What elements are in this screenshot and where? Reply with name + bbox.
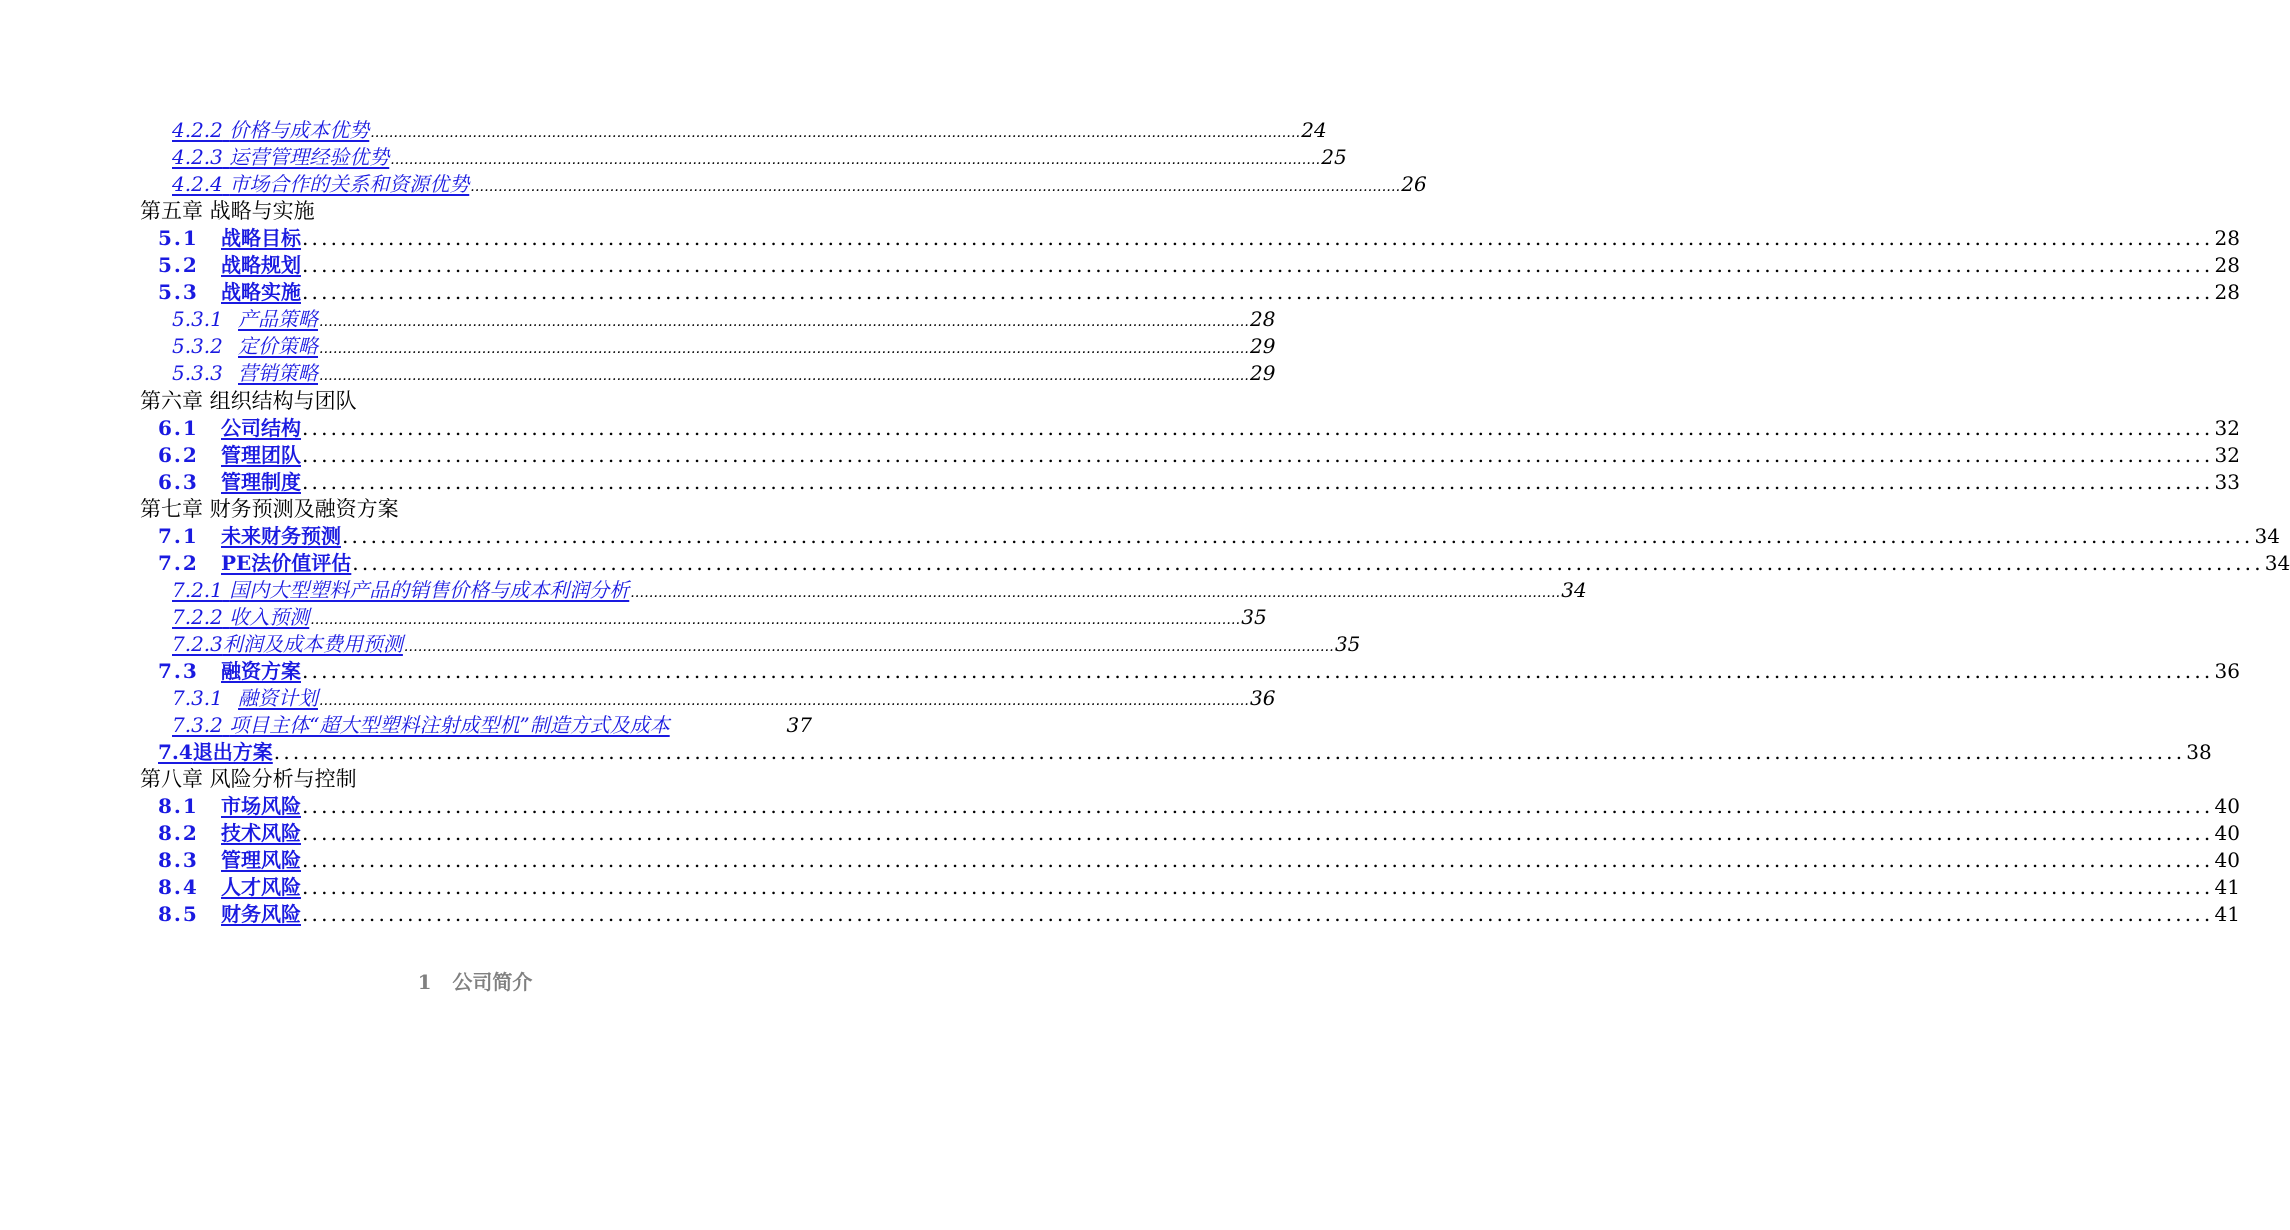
toc-entry-title: 战略规划 — [221, 253, 301, 278]
toc-dot-leader: ........................................................................................................................................................................................................ — [302, 821, 2214, 846]
toc-dot-leader: ........................................................................................................................................................................................................ — [319, 368, 1250, 385]
toc-entry-number: 5.1 — [158, 226, 199, 251]
toc-dot-leader: ........................................................................................................................................................................................................ — [302, 442, 2214, 467]
toc-entry[interactable] — [158, 790, 2240, 819]
toc-entry-number: 4.2.4 — [172, 172, 223, 197]
toc-entry-title: 战略目标 — [221, 226, 301, 251]
toc-entry[interactable] — [158, 249, 2240, 278]
toc-dot-leader: ........................................................................................................................................................................................................ — [370, 125, 1301, 141]
toc-dot-leader: ........................................................................................................................................................................................................ — [342, 523, 2254, 548]
toc-entry-title: 项目主体“超大型塑料注射成型机”制造方式及成本 — [229, 713, 670, 738]
toc-entry-number: 5.3.3 — [172, 361, 223, 386]
toc-page-number: 29 — [1250, 334, 1276, 359]
toc-entry-title: 管理团队 — [221, 442, 301, 467]
toc-entry-link[interactable] — [158, 466, 301, 495]
toc-entry-number: 7.3.1 — [172, 686, 223, 711]
toc-entry-link[interactable] — [172, 601, 309, 630]
toc-page-number: 40 — [2214, 848, 2240, 873]
toc-entry-link[interactable] — [158, 817, 301, 846]
toc-chapter-title: 第七章 财务预测及融资方案 — [140, 496, 399, 521]
toc-entry-link[interactable] — [172, 330, 318, 359]
toc-entry-link[interactable] — [158, 520, 341, 549]
toc-page-number: 40 — [2214, 821, 2240, 846]
toc-dot-leader: ........................................................................................................................................................................................................ — [302, 226, 2214, 251]
toc-entry-title: 产品策略 — [238, 307, 318, 332]
toc-entry-title: 战略实施 — [221, 280, 301, 305]
toc-entry-link[interactable] — [172, 574, 629, 603]
toc-entry[interactable] — [172, 628, 1361, 656]
toc-entry-link[interactable] — [158, 222, 301, 251]
toc-dot-leader: ........................................................................................................................................................................................................ — [302, 848, 2214, 873]
toc-entry-number: 5.3.1 — [172, 307, 223, 332]
toc-entry-link[interactable] — [158, 790, 301, 819]
toc-entry-number: 5.3 — [158, 280, 199, 305]
toc-dot-leader: ........................................................................................................................................................................................................ — [319, 314, 1250, 331]
toc-chapter-heading — [140, 195, 315, 224]
toc-dot-leader: ........................................................................................................................................................................................................ — [630, 584, 1561, 601]
toc-page-number: 25 — [1321, 145, 1347, 170]
toc-dot-leader: ........................................................................................................................................................................................................ — [302, 659, 2214, 683]
toc-dot-leader: ........................................................................................................................................................................................................ — [390, 152, 1321, 169]
toc-page-number: 35 — [1241, 604, 1267, 629]
toc-page-number: 28 — [2214, 253, 2240, 278]
toc-entry-title: 运营管理经验优势 — [229, 145, 390, 170]
toc-entry[interactable] — [158, 412, 2240, 440]
toc-chapter-title: 第八章 风险分析与控制 — [140, 767, 357, 792]
toc-dot-leader: ........................................................................................................................................................................................................ — [310, 611, 1241, 628]
toc-page-number: 28 — [2214, 280, 2240, 305]
toc-entry-title: 人才风险 — [221, 875, 301, 900]
toc-dot-leader: ........................................................................................................................................................................................................ — [403, 638, 1334, 655]
toc-entry[interactable] — [158, 844, 2240, 873]
toc-entry-number: 8.5 — [158, 902, 199, 927]
toc-entry-link[interactable] — [158, 439, 301, 468]
toc-page-number: 24 — [1301, 118, 1327, 142]
toc-page-number: 38 — [2186, 740, 2212, 765]
toc-dot-leader: ........................................................................................................................................................................................................ — [352, 550, 2264, 575]
toc-entry-title: PE法价值评估 — [221, 550, 352, 575]
toc-page-number: 29 — [1250, 361, 1276, 386]
toc-entry-title: 财务风险 — [221, 902, 301, 927]
toc-entry[interactable] — [158, 871, 2240, 900]
toc-entry-number: 7.4 — [158, 740, 193, 765]
toc-entry[interactable] — [172, 303, 1276, 332]
toc-entry[interactable] — [172, 709, 812, 738]
toc-entry[interactable] — [158, 466, 2240, 494]
toc-entry-link[interactable] — [172, 709, 670, 738]
toc-entry-number: 4.2.3 — [172, 145, 223, 170]
toc-entry-number: 7.3 — [158, 659, 199, 683]
toc-page-number: 35 — [1334, 631, 1361, 656]
toc-entry-title: 公司结构 — [221, 415, 301, 440]
toc-entry-link[interactable] — [172, 168, 469, 197]
toc-entry[interactable] — [158, 276, 2240, 305]
toc-page-number: 41 — [2214, 875, 2240, 900]
toc-entry-title: 市场风险 — [221, 794, 301, 819]
toc-dot-leader: ........................................................................................................................................................................................................ — [302, 253, 2214, 278]
toc-dot-leader: ........................................................................................................................................................................................................ — [302, 415, 2214, 440]
toc-entry-number: 8.2 — [158, 821, 199, 846]
toc-entry[interactable] — [158, 817, 2240, 846]
toc-page-number: 28 — [2214, 226, 2240, 251]
toc-page-number: 34 — [1561, 577, 1587, 602]
toc-page-number: 36 — [1250, 686, 1276, 711]
toc-entry-number: 7.1 — [158, 523, 199, 548]
toc-entry-link[interactable] — [158, 547, 351, 576]
toc-dot-leader: ........................................................................................................................................................................................................ — [302, 875, 2214, 900]
toc-page-number: 40 — [2214, 794, 2240, 819]
toc-entry-title: 收入预测 — [229, 604, 310, 629]
toc-entry[interactable] — [158, 898, 2240, 927]
toc-entry-link[interactable] — [172, 628, 403, 657]
toc-entry-number: 5.2 — [158, 253, 199, 278]
toc-entry[interactable] — [172, 574, 1587, 602]
toc-entry[interactable] — [172, 682, 1276, 711]
toc-entry-link[interactable] — [158, 276, 301, 305]
toc-entry-number: 7.2 — [158, 550, 199, 575]
toc-page-number: 32 — [2214, 442, 2240, 467]
toc-dot-leader: ........................................................................................................................................................................................................ — [319, 341, 1250, 358]
toc-entry-title: 市场合作的关系和资源优势 — [229, 172, 470, 197]
toc-entry-link[interactable] — [158, 844, 301, 873]
toc-entry-title: 国内大型塑料产品的销售价格与成本利润分析 — [229, 577, 630, 602]
toc-entry-title: 营销策略 — [238, 361, 318, 386]
toc-entry-number: 7.2.1 — [172, 577, 223, 602]
toc-entry[interactable] — [172, 601, 1267, 629]
next-section-number: 1 — [417, 970, 432, 994]
toc-entry-link[interactable] — [172, 141, 389, 170]
toc-entry[interactable] — [158, 547, 2290, 575]
toc-page-number: 34 — [2254, 523, 2280, 548]
toc-page-number: 41 — [2214, 902, 2240, 927]
toc-entry-link[interactable] — [158, 898, 301, 927]
toc-dot-leader: ........................................................................................................................................................................................................ — [302, 794, 2214, 819]
toc-page-number: 36 — [2214, 659, 2240, 683]
toc-entry-title: 管理风险 — [221, 848, 301, 873]
toc-entry[interactable] — [158, 736, 2212, 765]
toc-entry-title: 定价策略 — [238, 334, 318, 359]
toc-entry-title: 退出方案 — [192, 740, 273, 765]
toc-entry-title: 未来财务预测 — [221, 523, 341, 548]
toc-dot-leader: ........................................................................................................................................................................................................ — [302, 280, 2214, 305]
toc-entry-title: 融资方案 — [221, 659, 301, 683]
toc-entry-link[interactable] — [158, 871, 301, 900]
toc-entry-link[interactable] — [172, 682, 318, 711]
toc-dot-leader: ........................................................................................................................................................................................................ — [319, 693, 1250, 710]
toc-entry-number: 6.2 — [158, 442, 199, 467]
toc-entry[interactable] — [172, 114, 1327, 142]
toc-entry-number: 6.1 — [158, 415, 199, 440]
toc-entry[interactable] — [158, 520, 2280, 548]
toc-entry-title: 技术风险 — [221, 821, 301, 846]
toc-entry[interactable] — [172, 357, 1276, 386]
toc-dot-leader: ........................................................................................................................................................................................................ — [470, 179, 1401, 196]
toc-entry-number: 7.3.2 — [172, 713, 223, 738]
toc-entry-title: 融资计划 — [238, 686, 318, 711]
toc-entry-title: 利润及成本费用预测 — [222, 631, 403, 656]
toc-entry[interactable] — [158, 439, 2240, 467]
toc-chapter-heading — [140, 493, 399, 519]
next-section-title: 公司简介 — [452, 970, 533, 994]
toc-entry-number: 6.3 — [158, 469, 199, 494]
toc-entry-link[interactable] — [158, 655, 301, 684]
toc-dot-leader: ........................................................................................................................................................................................................ — [302, 902, 2214, 927]
toc-chapter-heading — [140, 385, 357, 411]
toc-entry-link[interactable] — [172, 114, 369, 143]
toc-page-number: 33 — [2214, 469, 2240, 494]
toc-page-number: 28 — [1250, 307, 1276, 332]
toc-entry[interactable] — [172, 330, 1276, 359]
toc-entry[interactable] — [172, 141, 1347, 170]
toc-entry-number: 5.3.2 — [172, 334, 223, 359]
toc-entry-link[interactable] — [172, 357, 318, 386]
toc-entry-number: 8.1 — [158, 794, 199, 819]
toc-page-number: 26 — [1401, 172, 1427, 197]
toc-entry-title: 价格与成本优势 — [229, 118, 370, 142]
toc-chapter-title: 第五章 战略与实施 — [140, 199, 315, 224]
toc-entry-title: 管理制度 — [221, 469, 301, 494]
toc-dot-leader: ........................................................................................................................................................................................................ — [302, 469, 2214, 494]
toc-entry-number: 4.2.2 — [172, 118, 223, 142]
toc-entry[interactable] — [158, 222, 2240, 251]
toc-chapter-heading — [140, 763, 357, 792]
toc-entry-number: 8.4 — [158, 875, 199, 900]
toc-page-number: 37 — [786, 713, 812, 738]
next-section-heading — [0, 966, 950, 995]
toc-entry-link[interactable] — [158, 249, 301, 278]
toc-entry-number: 7.2.3 — [172, 631, 223, 656]
toc-entry-link[interactable] — [158, 412, 301, 441]
toc-entry-link[interactable] — [172, 303, 318, 332]
toc-entry-number: 7.2.2 — [172, 604, 223, 629]
toc-chapter-title: 第六章 组织结构与团队 — [140, 388, 357, 413]
toc-page-number: 34 — [2264, 550, 2290, 575]
toc-entry[interactable] — [172, 168, 1427, 197]
toc-entry-link[interactable] — [158, 736, 273, 765]
toc-page-number: 32 — [2214, 415, 2240, 440]
toc-entry[interactable] — [158, 655, 2240, 683]
toc-entry-number: 8.3 — [158, 848, 199, 873]
toc-dot-leader: ........................................................................................................................................................................................................ — [273, 740, 2186, 765]
